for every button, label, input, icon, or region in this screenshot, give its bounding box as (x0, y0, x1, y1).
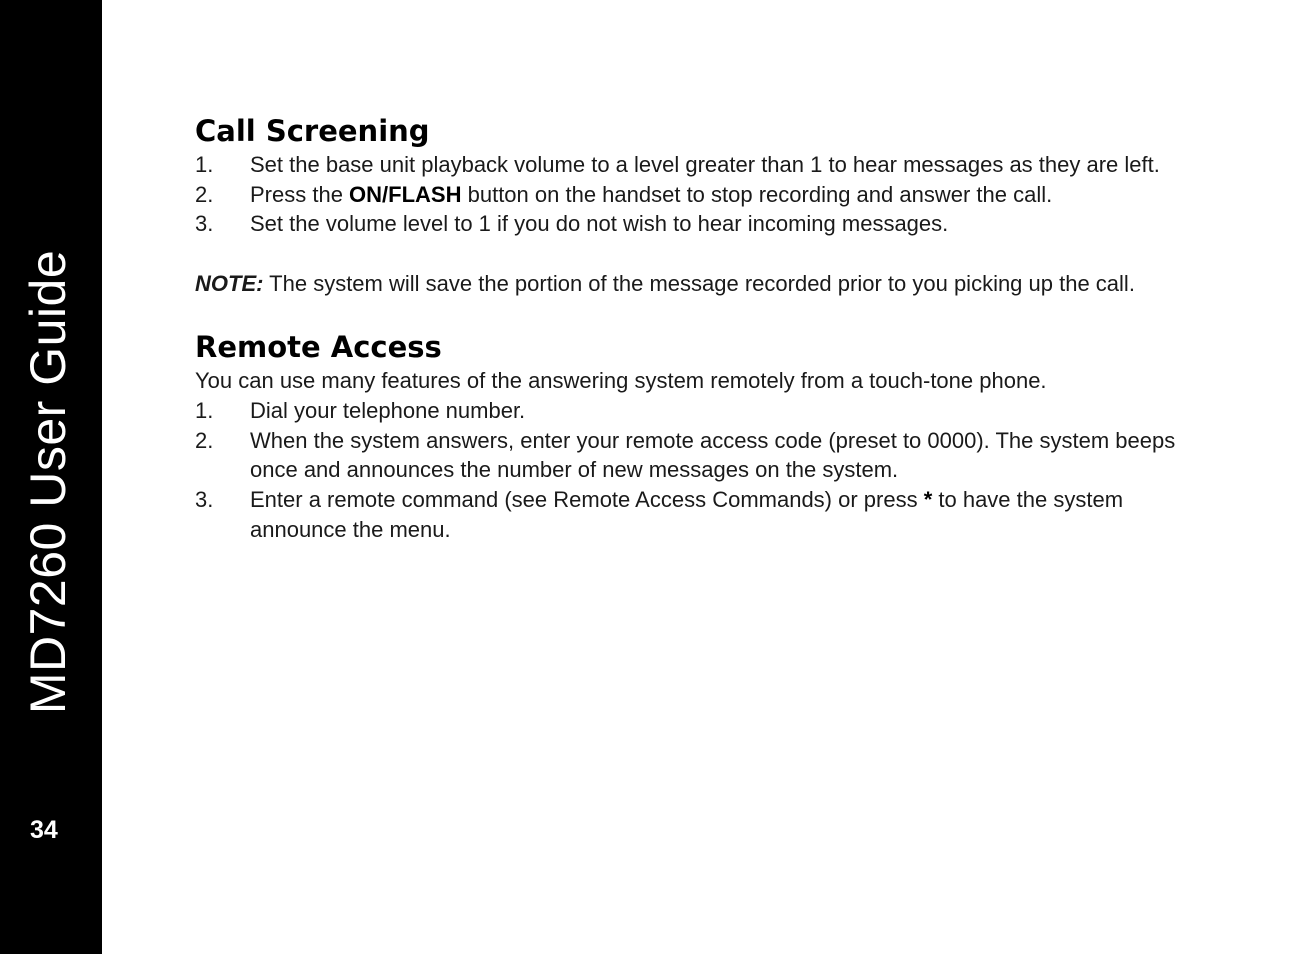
note-label: NOTE: (195, 270, 264, 296)
step-number: 1. (195, 152, 214, 177)
page-content (195, 112, 1195, 544)
step-text-after: button on the handset to stop recording and answer the call. (461, 181, 1053, 207)
spacer (195, 239, 1195, 269)
step-number: 2. (195, 181, 214, 207)
step-text (250, 485, 1195, 544)
list-item (195, 426, 1195, 485)
remote-access-steps (195, 396, 1195, 545)
list-item (195, 485, 1195, 544)
page-number: 34 (30, 816, 58, 844)
call-screening-heading: Call Screening (195, 114, 430, 148)
list-item (195, 180, 1195, 210)
step-number: 3. (195, 487, 214, 512)
remote-access-section (195, 328, 1195, 544)
step-text: When the system answers, enter your remote access code (preset to 0000). The system beeps once and announces the number of new messages on the system. (250, 427, 1176, 483)
step-text: Set the base unit playback volume to a level greater than 1 to hear messages as they are left. (250, 152, 1160, 177)
sidebar-band (0, 0, 102, 954)
call-screening-steps (195, 150, 1195, 239)
remote-access-intro: You can use many features of the answering system remotely from a touch-tone phone. (195, 368, 1047, 394)
list-item (195, 209, 1195, 239)
call-screening-section (195, 112, 1195, 299)
list-item (195, 396, 1195, 426)
step-text: Set the volume level to 1 if you do not wish to hear incoming messages. (250, 211, 949, 237)
note-text: The system will save the portion of the message recorded prior to you picking up the call. (263, 270, 1135, 296)
step-number: 3. (195, 211, 214, 237)
step-number: 1. (195, 397, 214, 423)
step-text-before: Press the (250, 181, 350, 207)
step-number: 2. (195, 427, 214, 453)
step-text-before: Enter a remote command (see Remote Access Commands) or press (250, 487, 924, 512)
star-key-label: * (923, 487, 933, 512)
step-text (250, 180, 1195, 210)
remote-access-heading: Remote Access (195, 330, 442, 365)
step-text-after: to have the system announce the menu. (250, 487, 1124, 542)
on-flash-button-label: ON/FLASH (349, 181, 462, 207)
step-text: Dial your telephone number. (250, 397, 526, 423)
note-paragraph (195, 269, 1195, 299)
spacer (195, 299, 1195, 329)
document-title: MD7260 User Guide (20, 249, 76, 715)
list-item (195, 150, 1195, 180)
